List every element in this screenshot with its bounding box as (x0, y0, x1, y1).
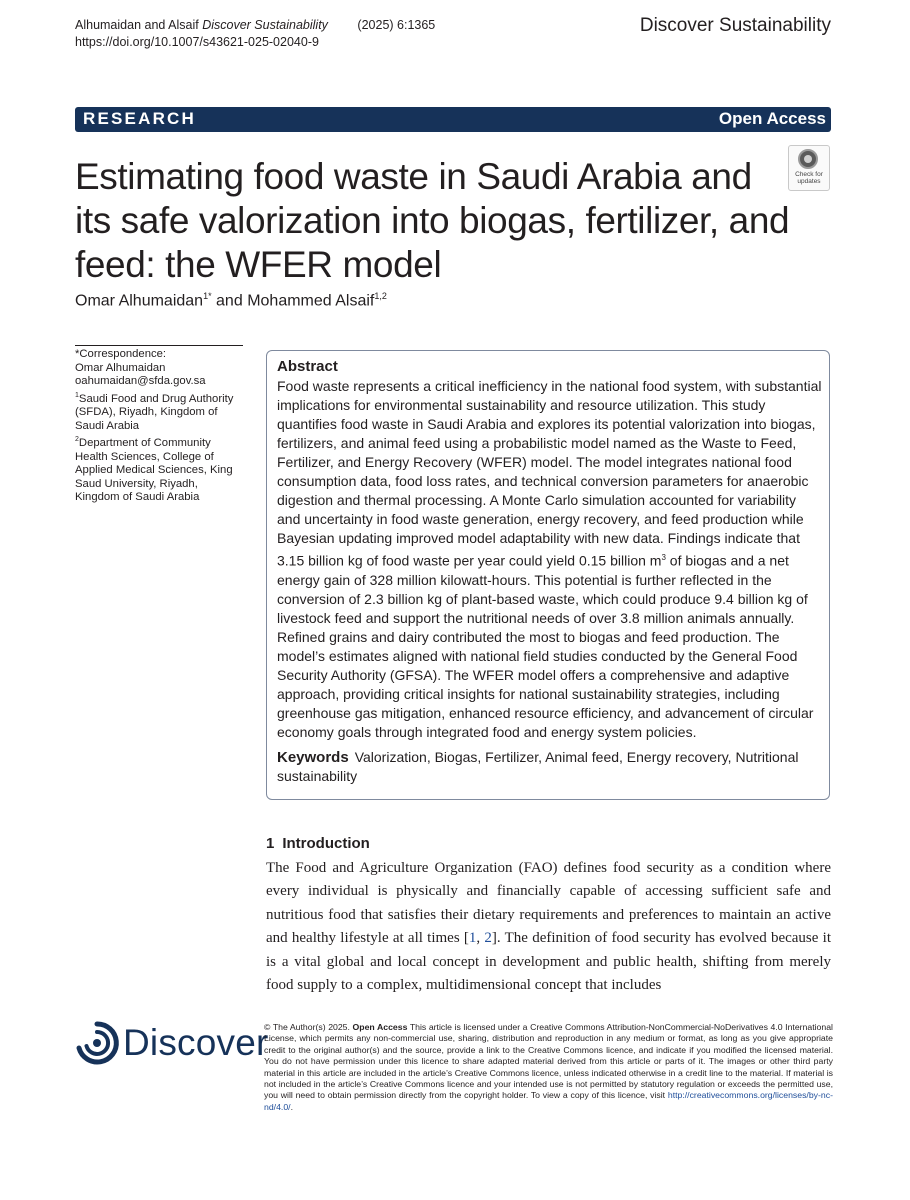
abstract-heading: Abstract (277, 358, 338, 375)
author-line (75, 291, 387, 310)
keywords-list: Valorization, Biogas, Fertilizer, Animal feed, Energy recovery, Nutritional sustainability (277, 748, 799, 784)
article-title: Estimating food waste in Saudi Arabia and its safe valorization into biogas, fertilizer, and feed: the WFER model (75, 156, 790, 285)
correspondence-label: *Correspondence: (75, 348, 167, 360)
abstract-text-part1: Food waste represents a critical inefficiency in the national food system, with substantial implications for environmental sustainability and resource utilization. This study quantifies food waste in Saudi Arabia and explores its potential valorization into biogas, fertilizers, and animal feed using a probabilistic model named as the Waste to Feed, Fertilizer, and Energy Recovery (WFER) model. The model integrates national food consumption data, food loss rates, and technical conversion parameters for anaerobic digestion and thermal processing. A Monte Carlo simulation accounted for variability and uncertainty in food waste generation, energy recovery, and feed production while Bayesian updating improved model adaptability with new data. Findings indicate that 3.15 billion kg of food waste per year could yield 0.15 billion m (277, 378, 822, 569)
author-2-affil: 1,2 (374, 291, 387, 301)
license-end: . (290, 1101, 293, 1112)
abstract-superscript: 3 (661, 553, 666, 562)
sidebar-divider (75, 345, 243, 346)
license-notice (264, 1022, 833, 1113)
affiliations-sidebar (75, 348, 245, 505)
affiliation-2-text: Department of Community Health Sciences, College of Applied Medical Sciences, King Saud University, Riyadh, Kingdom of Saudi Arabia (75, 437, 233, 504)
citation-2[interactable]: 2 (484, 930, 492, 947)
correspondence-email[interactable]: oahumaidan@sfda.gov.sa (75, 375, 206, 388)
citation-1[interactable]: 1 (468, 930, 477, 947)
license-link[interactable]: http://creativecommons.org/licenses/by-nc-nd/4.0/ (264, 1090, 833, 1112)
doi-link[interactable]: https://doi.org/10.1007/s43621-025-02040-9 (75, 35, 319, 49)
intro-text-b: ]. The definition of food security has evolved because it is a vital global and local concept in development and public health, shifting from merely food supply to a complex, multidimensional concept that includes (266, 930, 832, 994)
introduction-heading (266, 835, 370, 852)
affiliation-1-num: 1 (75, 391, 79, 399)
check-updates-line1: Check for (795, 171, 823, 178)
introduction-paragraph (266, 857, 831, 997)
abstract-text (277, 377, 823, 742)
license-open-access: Open Access (352, 1022, 408, 1032)
intro-text-a: The Food and Agriculture Organization (FAO) defines food security as a condition where every individual is physically and financially capable of accessing sufficient safe and nutritious food that satisfies their dietary requirements and preferences to maintain an active and healthy lifestyle at all times [ (266, 860, 831, 947)
section-number: 1 (266, 835, 275, 852)
affiliation-2 (75, 433, 245, 505)
author-2[interactable]: Mohammed Alsaif (247, 292, 375, 310)
check-updates-line2: updates (797, 178, 821, 185)
affiliation-1 (75, 389, 245, 434)
author-1[interactable]: Omar Alhumaidan (75, 292, 204, 310)
discover-logo-icon (74, 1020, 120, 1066)
citation-line (75, 17, 435, 34)
keywords (277, 748, 823, 786)
running-header (75, 17, 435, 51)
header-authors: Alhumaidan and Alsaif (75, 18, 199, 32)
copyright: © The Author(s) 2025. (264, 1022, 350, 1032)
abstract-box (266, 350, 830, 800)
license-text: This article is licensed under a Creative Commons Attribution-NonCommercial-NoDerivatives 4.0 International License, which permits any non-commercial use, sharing, distribution and reproduction in any medium or format, as long as you give appropriate credit to the original author(s) and the source, provide a link to the Creative Commons licence, and indicate if you modified the licensed material. You do not have permission under this licence to share adapted material derived from this article or parts of it. The images or other third party material in this article are included in the article’s Creative Commons licence, unless indicated otherwise in a credit line to the material. If material is not included in the article’s Creative Commons licence and your intended use is not permitted by statutory regulation or exceeds the permitted use, you will need to obtain permission directly from the copyright holder. To view a copy of this licence, visit (264, 1022, 833, 1101)
discover-logo-text: Discover (123, 1022, 269, 1063)
author-1-affil: 1* (203, 291, 212, 301)
abstract-text-part2: of biogas and a net energy gain of 328 million kilowatt-hours. This potential is further reflected in the conversion of 2.3 billion kg of plant-based waste, which could produce 9.4 billion kg of livestock feed and support the nutritional needs of over 3.8 million animals annually. Refined grains and dairy contributed the most to biogas and feed production. The model’s estimates aligned with national field studies conducted by the General Food Security Authority (GFSA). The WFER model offers a comprehensive and adaptive approach, providing critical insights for national sustainability strategies, including greenhouse gas mitigation, enhanced resource efficiency, and advancement of circular economy goals through integrated food and energy system policies. (277, 552, 814, 740)
author-conjunction: and (216, 292, 243, 310)
affiliation-1-text: Saudi Food and Drug Authority (SFDA), Riyadh, Kingdom of Saudi Arabia (75, 392, 234, 432)
correspondence-name: Omar Alhumaidan (75, 361, 166, 374)
header-journal: Discover Sustainability (202, 18, 328, 32)
check-for-updates-text (789, 171, 829, 185)
affiliation-2-num: 2 (75, 436, 79, 444)
citation-separator: , (476, 930, 485, 947)
section-title: Introduction (282, 835, 370, 852)
section-label: RESEARCH (83, 109, 197, 128)
crossmark-icon (798, 149, 818, 169)
journal-name: Discover Sustainability (639, 15, 831, 36)
header-year-id: (2025) 6:1365 (357, 18, 436, 32)
open-access-label: Open Access (718, 109, 826, 128)
keywords-label: Keywords (277, 748, 349, 766)
section-banner (75, 107, 831, 132)
